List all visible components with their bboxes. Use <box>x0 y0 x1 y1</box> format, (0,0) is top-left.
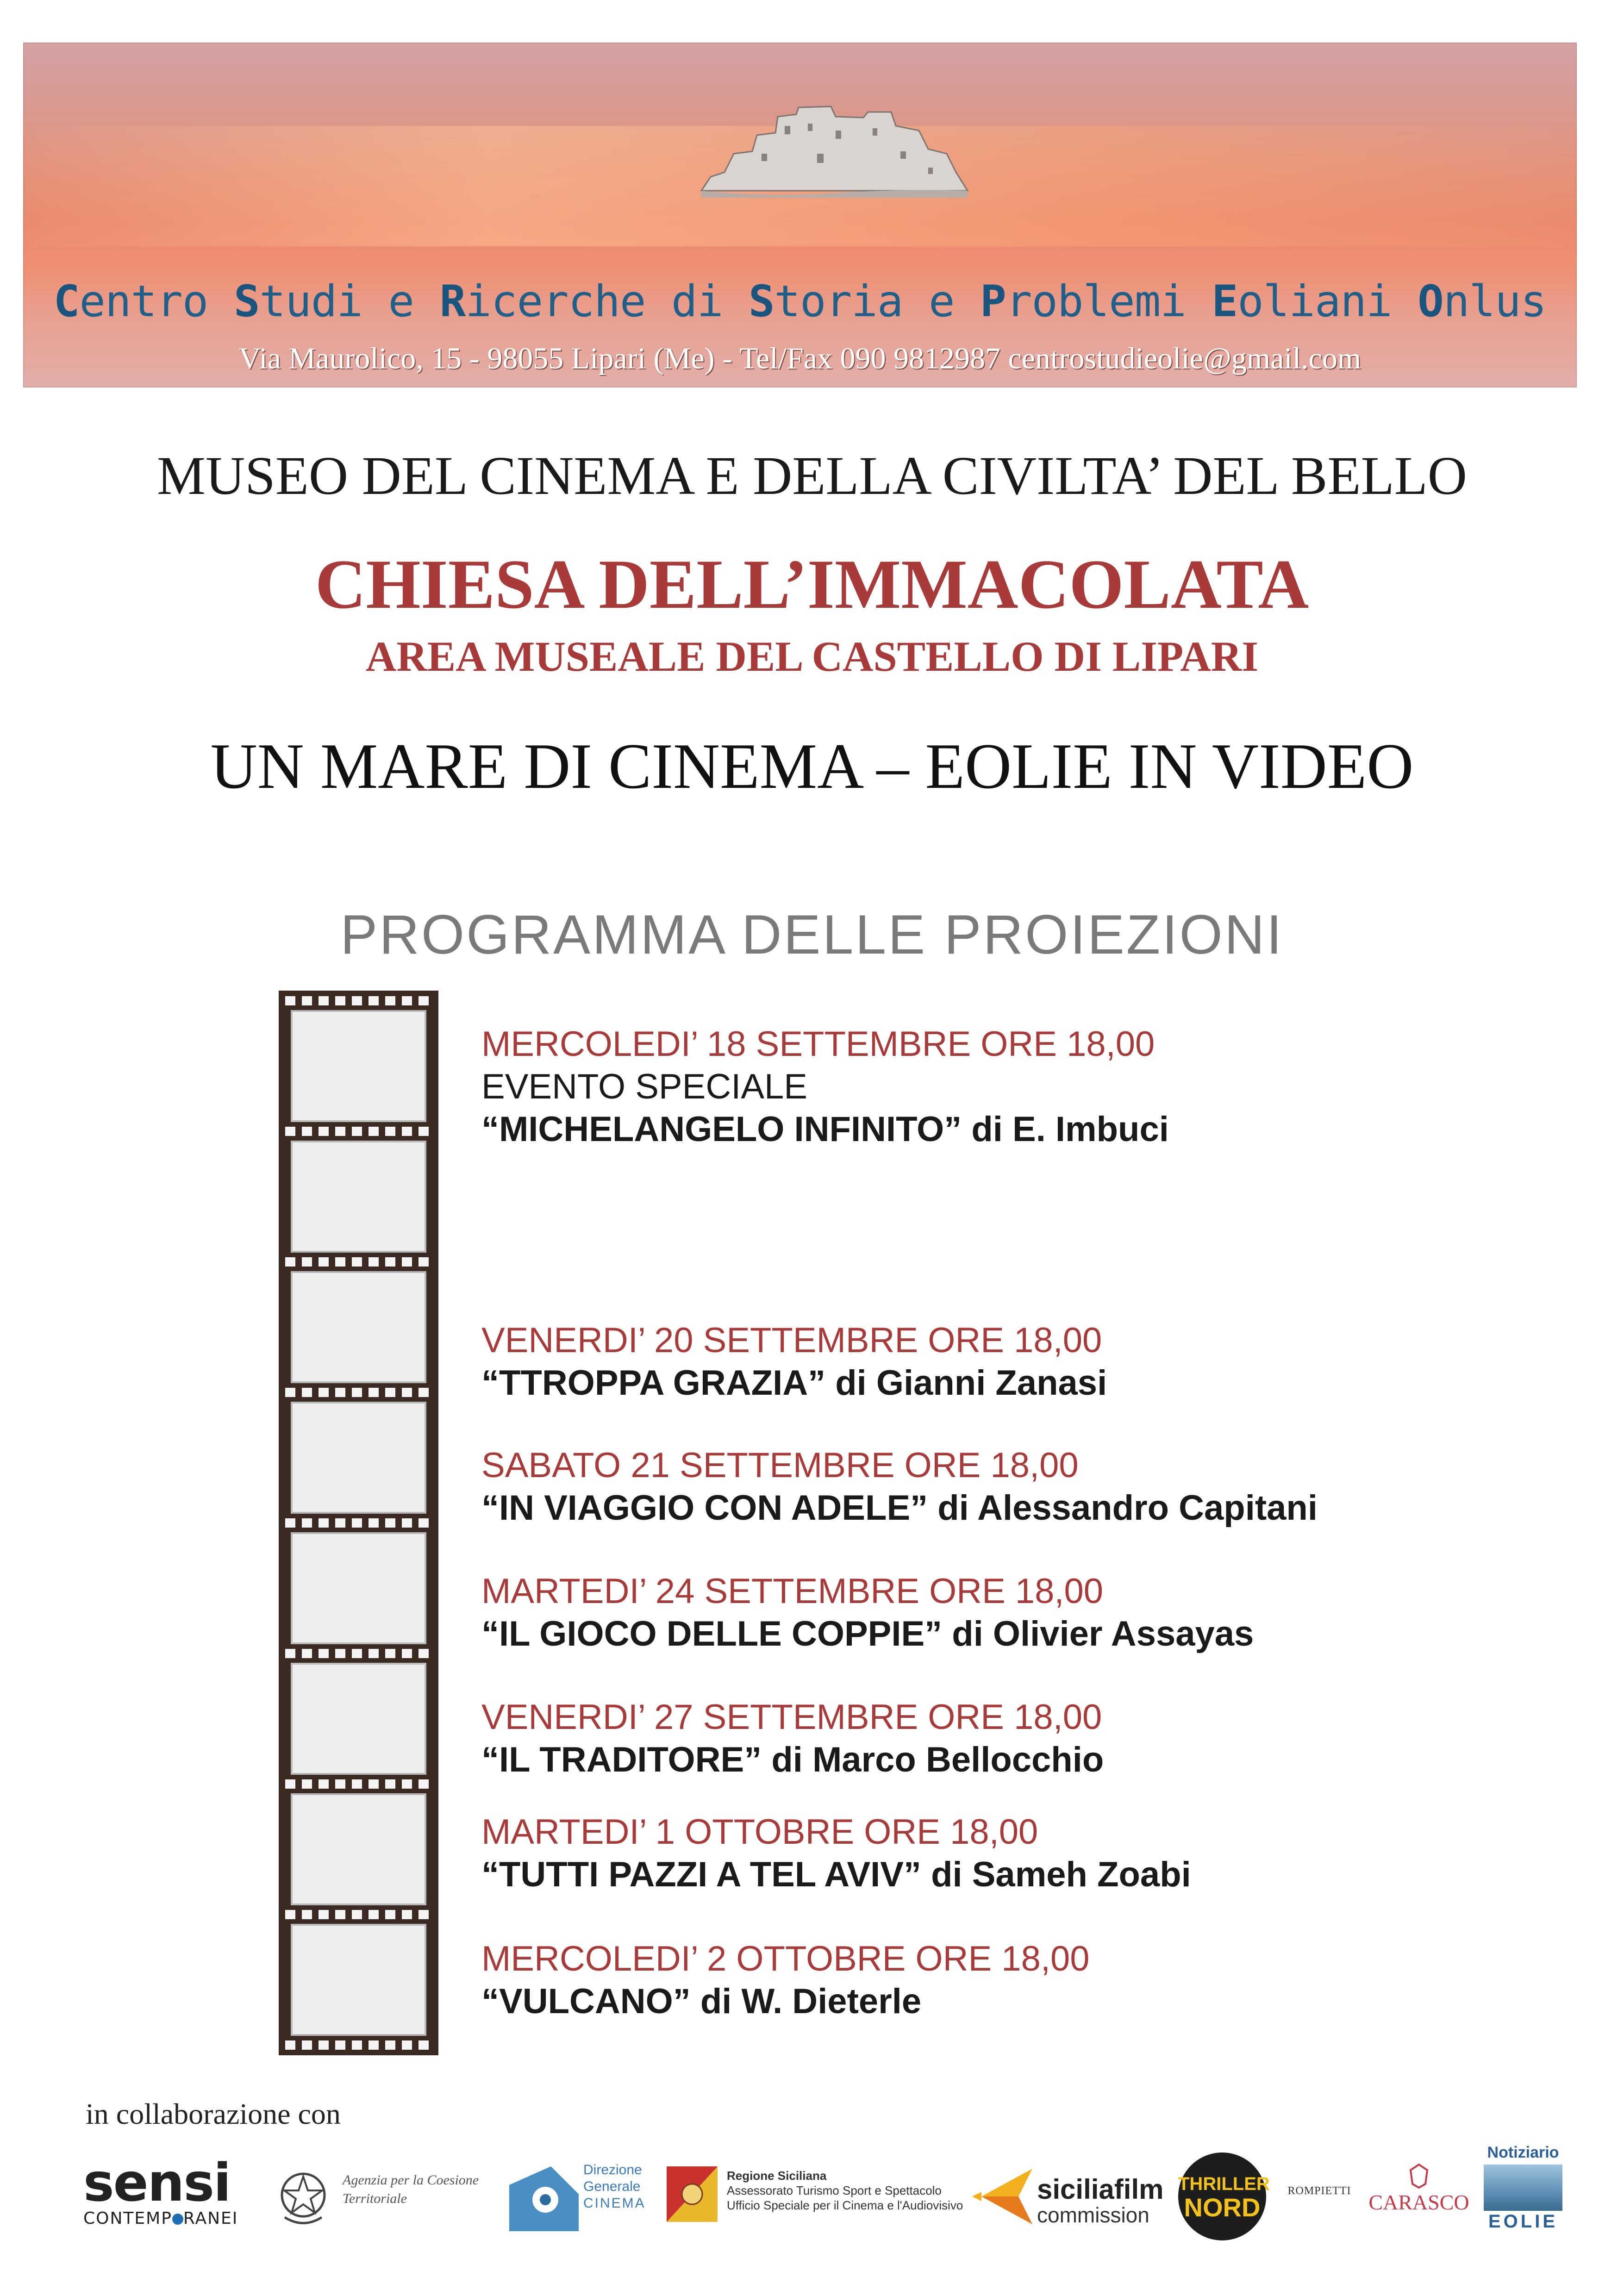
regione-siciliana-logo <box>667 2166 963 2236</box>
logo-text: CONTEMP RANEI <box>83 2209 238 2228</box>
church-title: CHIESA DELL’IMMACOLATA <box>315 545 1309 623</box>
screening-date: MARTEDI’ 1 OTTOBRE ORE 18,00 <box>481 1812 1038 1852</box>
org-name-part: Ricerche di <box>439 276 749 327</box>
logo-text: Regione Siciliana Assessorato Turismo Sport e Spettacolo Ufficio Speciale per il Cinema e l'Audiovisivo <box>727 2169 963 2212</box>
screening-film: “TUTTI PAZZI A TEL AVIV” di Sameh Zoabi <box>481 1855 1191 1894</box>
museum-title: MUSEO DEL CINEMA E DELLA CIVILTA’ DEL BELLO <box>157 445 1467 506</box>
film-frame <box>292 1272 425 1382</box>
sicilia-film-commission-logo <box>972 2162 1167 2236</box>
screening-film: “TTROPPA GRAZIA” di Gianni Zanasi <box>481 1363 1107 1403</box>
logo-text: EOLIE <box>1488 2211 1558 2232</box>
dg-cinema-mark-icon <box>509 2166 579 2231</box>
dot-icon <box>172 2214 183 2225</box>
org-name-part: Problemi <box>980 276 1212 327</box>
area-subtitle: AREA MUSEALE DEL CASTELLO DI LIPARI <box>365 633 1259 680</box>
logo-text: NORD <box>1184 2193 1261 2222</box>
screening-film: “IL TRADITORE” di Marco Bellocchio <box>481 1740 1104 1779</box>
collaboration-label: in collaborazione con <box>86 2097 341 2130</box>
logo-text: siciliafilm <box>1037 2174 1164 2205</box>
logo-text: sensi <box>83 2153 231 2213</box>
festival-title: UN MARE DI CINEMA – EOLIE IN VIDEO <box>210 730 1414 802</box>
italian-emblem-icon <box>278 2166 329 2227</box>
screening-item <box>481 1696 1593 1781</box>
screening-item <box>481 1444 1593 1529</box>
screening-date: MARTEDI’ 24 SETTEMBRE ORE 18,00 <box>481 1572 1104 1611</box>
thriller-nord-logo <box>1178 2152 1270 2240</box>
film-frame <box>292 1794 425 1904</box>
film-frame <box>292 1011 425 1121</box>
film-frame <box>292 1925 425 2035</box>
logo-text: CARASCO <box>1368 2190 1469 2214</box>
org-name-part: Eoliani <box>1212 276 1418 327</box>
organization-address: Via Maurolico, 15 - 98055 Lipari (Me) - Tel/Fax 090 9812987 centrostudieolie@gmail.com <box>238 342 1362 375</box>
logo-text: THRILLER <box>1178 2174 1270 2194</box>
screening-date: VENERDI’ 20 SETTEMBRE ORE 18,00 <box>481 1321 1102 1360</box>
film-frame <box>292 1533 425 1643</box>
castle-image <box>697 98 970 205</box>
screening-item <box>481 1570 1593 1655</box>
sensi-contemporanei-logo <box>83 2153 259 2240</box>
screening-film: “VULCANO” di W. Dieterle <box>481 1982 922 2021</box>
film-frame <box>292 1664 425 1774</box>
program-heading: PROGRAMMA DELLE PROIEZIONI <box>340 904 1284 966</box>
film-strip-image <box>279 991 438 2055</box>
screening-item <box>481 1023 1593 1151</box>
logo-text: commission <box>1037 2203 1149 2227</box>
notiziario-eolie-logo <box>1481 2143 1565 2240</box>
logo-text: Direzione Generale CINEMA <box>583 2162 646 2211</box>
organization-name <box>23 276 1577 327</box>
screening-note: EVENTO SPECIALE <box>481 1067 807 1106</box>
screening-item <box>481 1811 1593 1896</box>
screening-date: MERCOLEDI’ 18 SETTEMBRE ORE 18,00 <box>481 1024 1155 1064</box>
trinacria-icon <box>667 2166 718 2222</box>
film-frame <box>292 1403 425 1513</box>
org-name-part: Centro <box>53 276 234 327</box>
partner-logos <box>83 2139 1565 2250</box>
screening-film: “IN VIAGGIO CON ADELE” di Alessandro Capitani <box>481 1488 1318 1528</box>
screening-item <box>481 1938 1593 2023</box>
screening-date: VENERDI’ 27 SETTEMBRE ORE 18,00 <box>481 1697 1102 1737</box>
screening-film: “MICHELANGELO INFINITO” di E. Imbuci <box>481 1110 1169 1149</box>
logo-text: Notiziario <box>1487 2144 1559 2161</box>
screening-film: “IL GIOCO DELLE COPPIE” di Olivier Assayas <box>481 1614 1254 1653</box>
agency-logo: Agenzia per la Coesione Territoriale <box>343 2172 479 2206</box>
org-name-part: Storia e <box>748 276 981 327</box>
carasco-logo <box>1366 2162 1472 2240</box>
island-photo-image <box>1484 2165 1562 2211</box>
rompietti-logo: ROMPIETTI <box>1287 2185 1351 2197</box>
org-name-part: Studi e <box>233 276 440 327</box>
carasco-crest-icon <box>1405 2162 1433 2190</box>
org-name-part: Onlus <box>1418 276 1547 327</box>
film-commission-mark-icon <box>972 2166 1032 2227</box>
dg-cinema-logo <box>509 2157 648 2245</box>
screening-date: MERCOLEDI’ 2 OTTOBRE ORE 18,00 <box>481 1939 1090 1978</box>
screening-date: SABATO 21 SETTEMBRE ORE 18,00 <box>481 1446 1079 1485</box>
film-frame <box>292 1142 425 1252</box>
header-banner <box>23 43 1577 387</box>
screening-item <box>481 1319 1593 1404</box>
